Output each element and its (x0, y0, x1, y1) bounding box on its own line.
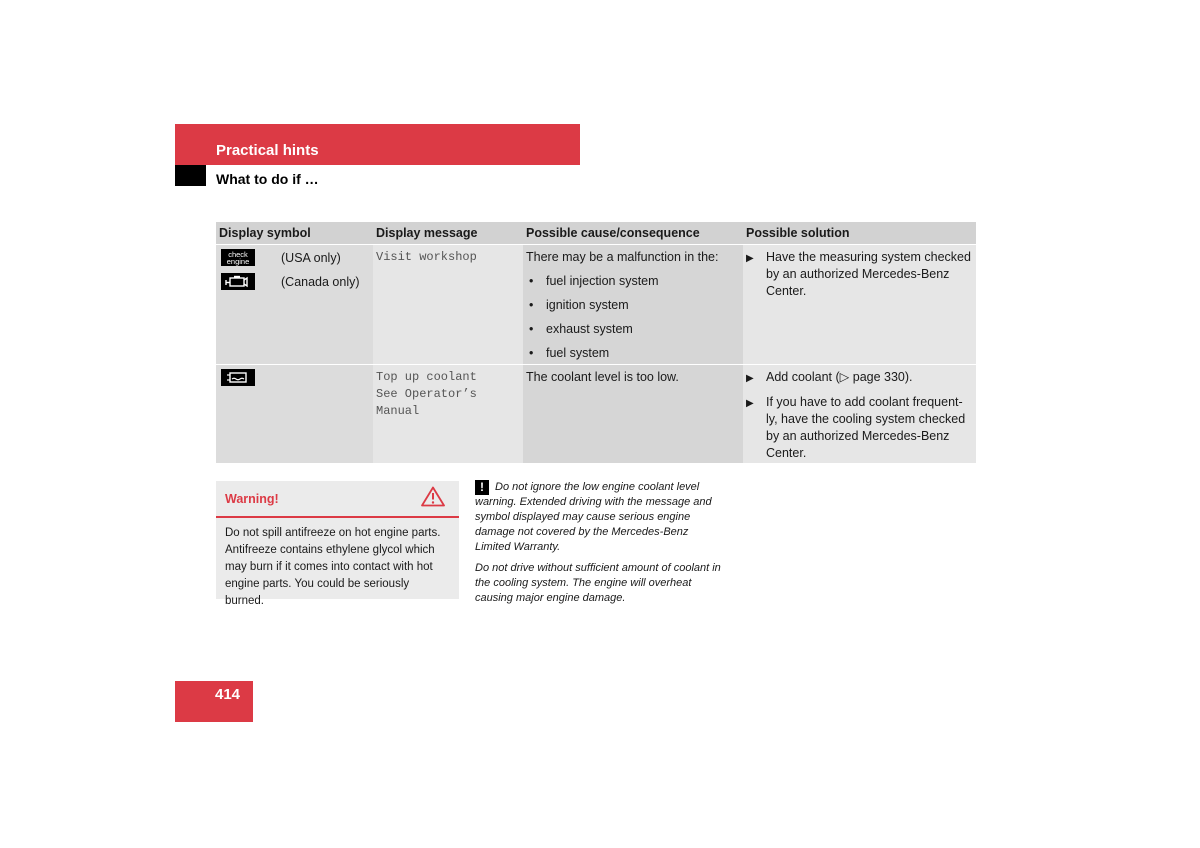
list-item (526, 321, 740, 338)
display-symbol-cell (216, 245, 373, 364)
warning-triangle-icon (421, 486, 445, 512)
bullet-icon: • (529, 298, 534, 312)
column-header: Possible cause/consequence (526, 226, 700, 240)
caution-paragraph: Do not drive without sufficient amount of coolant in the cooling system. The engine will overheat causing major engine damage. (475, 562, 721, 604)
icon-text: check (228, 249, 248, 259)
symbol-line (219, 273, 370, 297)
solution-item (746, 369, 973, 387)
arrow-right-icon: ▶ (746, 253, 754, 264)
section-title: Practical hints (216, 142, 319, 159)
page-number: 414 (215, 686, 241, 703)
subsection-title: What to do if … (216, 171, 319, 187)
column-header: Possible solution (746, 226, 850, 240)
list-item (526, 273, 740, 290)
cause-cell (523, 365, 743, 463)
bullet-icon: • (529, 346, 534, 360)
table-header-row (216, 222, 976, 244)
symbol-note: (USA only) (281, 251, 341, 265)
display-message-text: Top up coolant (376, 370, 477, 384)
display-message-cell (373, 365, 523, 463)
cause-intro: There may be a malfunction in the: (526, 250, 719, 264)
column-header: Display message (376, 226, 478, 240)
cause-cell (523, 245, 743, 364)
solution-text: Have the measuring system checked by an authorized Mercedes-Benz Center. (766, 250, 971, 298)
bullet-icon: • (529, 322, 534, 336)
table-row (216, 244, 976, 364)
display-message-table (216, 222, 976, 463)
caution-text: Do not ignore the low engine coolant level warning. Extended driving with the message and symbol displayed may cause serious engine damage not covered by the Mercedes-Benz Limited Warranty. (475, 481, 712, 553)
warning-box (216, 481, 459, 607)
warning-text: Do not spill antifreeze on hot engine parts. Antifreeze contains ethylene glycol which may burn if it comes into contact with hot engine parts. You could be seriously burned. (225, 527, 441, 607)
caution-note (475, 480, 725, 612)
list-item (526, 345, 740, 362)
list-item (526, 297, 740, 314)
solution-item (746, 249, 973, 300)
list-item-text: exhaust system (546, 322, 633, 336)
icon-text: engine (226, 256, 250, 266)
cause-intro: The coolant level is too low. (526, 370, 679, 384)
symbol-line (219, 369, 370, 393)
arrow-right-icon: ▶ (746, 398, 754, 409)
display-message-text: Visit workshop (376, 250, 477, 264)
page-number-box (175, 681, 253, 722)
solution-text: Add coolant (▷ page 330). (766, 370, 913, 384)
caution-paragraph (475, 480, 725, 555)
engine-icon (221, 273, 255, 290)
subsection-marker (175, 165, 206, 186)
column-header: Display symbol (219, 226, 311, 240)
list-item-text: fuel injection system (546, 274, 659, 288)
list-item-text: fuel system (546, 346, 610, 360)
warning-header (216, 481, 459, 518)
display-message-text: See Operator’s Manual (376, 387, 477, 418)
symbol-line (219, 249, 370, 273)
exclamation-icon: ! (475, 480, 489, 495)
solution-cell (743, 245, 976, 364)
display-message-cell (373, 245, 523, 364)
symbol-note: (Canada only) (281, 275, 360, 289)
table-row (216, 364, 976, 463)
arrow-right-icon: ▶ (746, 373, 754, 384)
solution-cell (743, 365, 976, 463)
solution-item (746, 394, 973, 462)
solution-text: If you have to add coolant frequent-ly, have the cooling system checked by an authorized Mercedes-Benz Center. (766, 395, 966, 460)
list-item-text: ignition system (546, 298, 629, 312)
coolant-level-icon (221, 369, 255, 386)
display-symbol-cell (216, 365, 373, 463)
warning-label: Warning! (225, 491, 279, 506)
check-engine-icon (221, 249, 255, 266)
bullet-icon: • (529, 274, 534, 288)
